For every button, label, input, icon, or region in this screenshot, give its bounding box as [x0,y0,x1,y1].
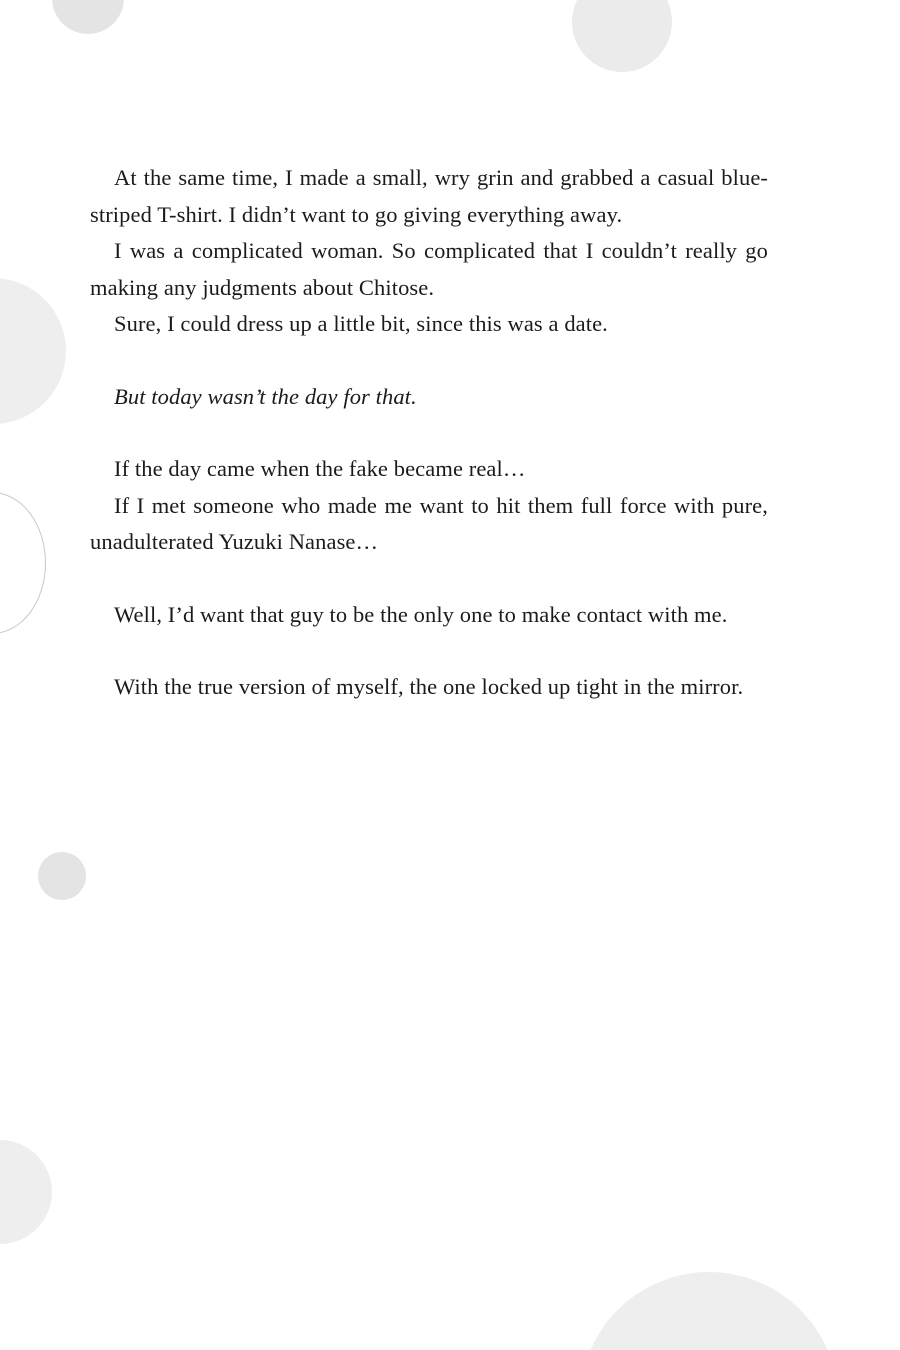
circle-left-lower-icon [0,1140,52,1244]
paragraph-spacer [90,633,768,669]
paragraph-spacer [90,415,768,451]
page-text-body [90,160,768,706]
paragraph: At the same time, I made a small, wry grin and grabbed a casual blue-striped T-shirt. I didn’t want to go giving everything away. [90,165,768,227]
circle-bottom-right-icon [580,1272,838,1350]
paragraph: With the true version of myself, the one locked up tight in the mirror. [114,674,744,699]
paragraph-emphasis: But today wasn’t the day for that. [114,383,417,409]
paragraph: If I met someone who made me want to hit them full force with pure, unadulterated Yuzuki Nanase… [90,492,768,554]
paragraph-spacer [90,561,768,597]
circle-left-small-icon [38,852,86,900]
paragraph: I was a complicated woman. So complicated that I couldn’t really go making any judgments about Chitose. [90,238,768,300]
paragraph: If the day came when the fake became real… [114,456,526,481]
circle-top-center-icon [572,0,672,72]
circle-top-left-icon [52,0,124,34]
paragraph: Sure, I could dress up a little bit, since this was a date. [114,311,608,336]
paragraph-spacer [90,343,768,379]
circle-left-large-icon [0,278,66,424]
paragraph: Well, I’d want that guy to be the only one to make contact with me. [114,601,728,627]
circle-left-ring-icon [0,492,46,634]
